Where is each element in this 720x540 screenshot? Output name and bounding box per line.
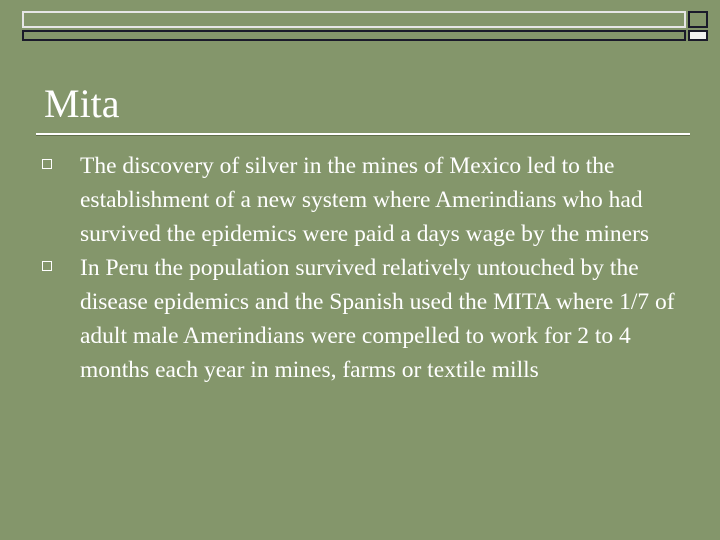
bullet-text: The discovery of silver in the mines of Mexico led to the establishment of a new system where Amerindians who had survived the epidemics were paid a days wage by the miners: [80, 153, 650, 247]
header-band-dark: [22, 30, 686, 41]
decorative-header-bar: [22, 11, 708, 41]
bullet-text: In Peru the population survived relatively untouched by the disease epidemics and the Spanish used the MITA where 1/7 of adult male Amerindians were compelled to work for 2 to 4 months each year in mines, farms or textile mills: [80, 255, 675, 383]
header-square-top: [688, 11, 708, 28]
header-square-bottom: [688, 30, 708, 41]
slide-title: Mita: [44, 81, 120, 126]
bullet-item: [40, 251, 690, 387]
title-divider: [36, 133, 690, 135]
header-band-light: [22, 11, 686, 28]
bullet-item: [40, 149, 690, 251]
square-bullet-icon: [42, 159, 52, 169]
square-bullet-icon: [42, 261, 52, 271]
bullet-list: [40, 149, 690, 387]
